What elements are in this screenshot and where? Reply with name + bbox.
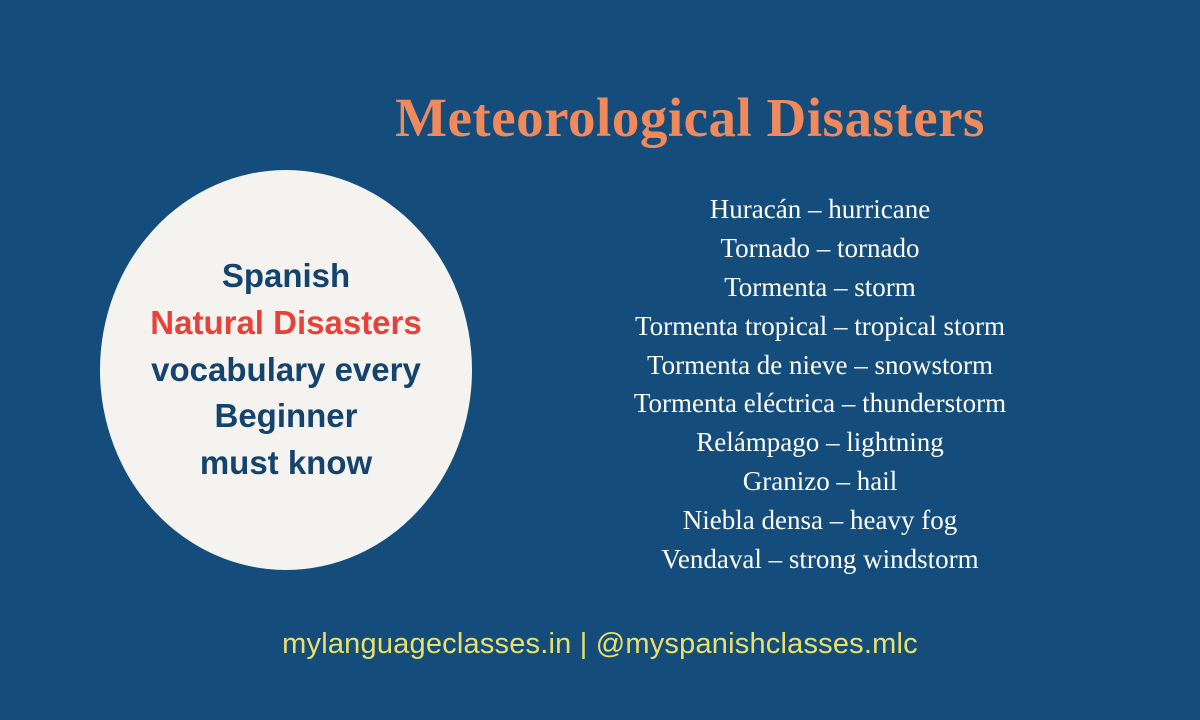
- vocabulary-list: [520, 190, 1120, 579]
- list-item: Niebla densa – heavy fog: [682, 505, 958, 535]
- list-item: Tormenta de nieve – snowstorm: [646, 349, 994, 380]
- list-item: Vendaval – strong windstorm: [661, 543, 979, 574]
- list-item: Tormenta – storm: [724, 271, 916, 302]
- list-item: Relámpago – lightning: [696, 427, 944, 458]
- list-item: Tormenta eléctrica – thunderstorm: [633, 388, 1007, 419]
- page-title: Meteorological Disasters: [395, 87, 985, 148]
- list-item: Huracán – hurricane: [709, 194, 931, 224]
- footer-handle: mylanguageclasses.in | @myspanishclasses.mlc: [282, 628, 918, 660]
- badge-line-1: Spanish: [221, 256, 351, 294]
- badge-oval: [100, 170, 472, 570]
- badge-line-5: must know: [199, 444, 373, 482]
- badge-line-3: vocabulary every: [151, 350, 421, 388]
- list-item: Tormenta tropical – tropical storm: [635, 310, 1005, 341]
- list-item: Tornado – tornado: [720, 232, 920, 263]
- badge-line-4: Beginner: [214, 397, 358, 435]
- list-item: Granizo – hail: [742, 466, 898, 497]
- badge-line-2: Natural Disasters: [150, 303, 422, 341]
